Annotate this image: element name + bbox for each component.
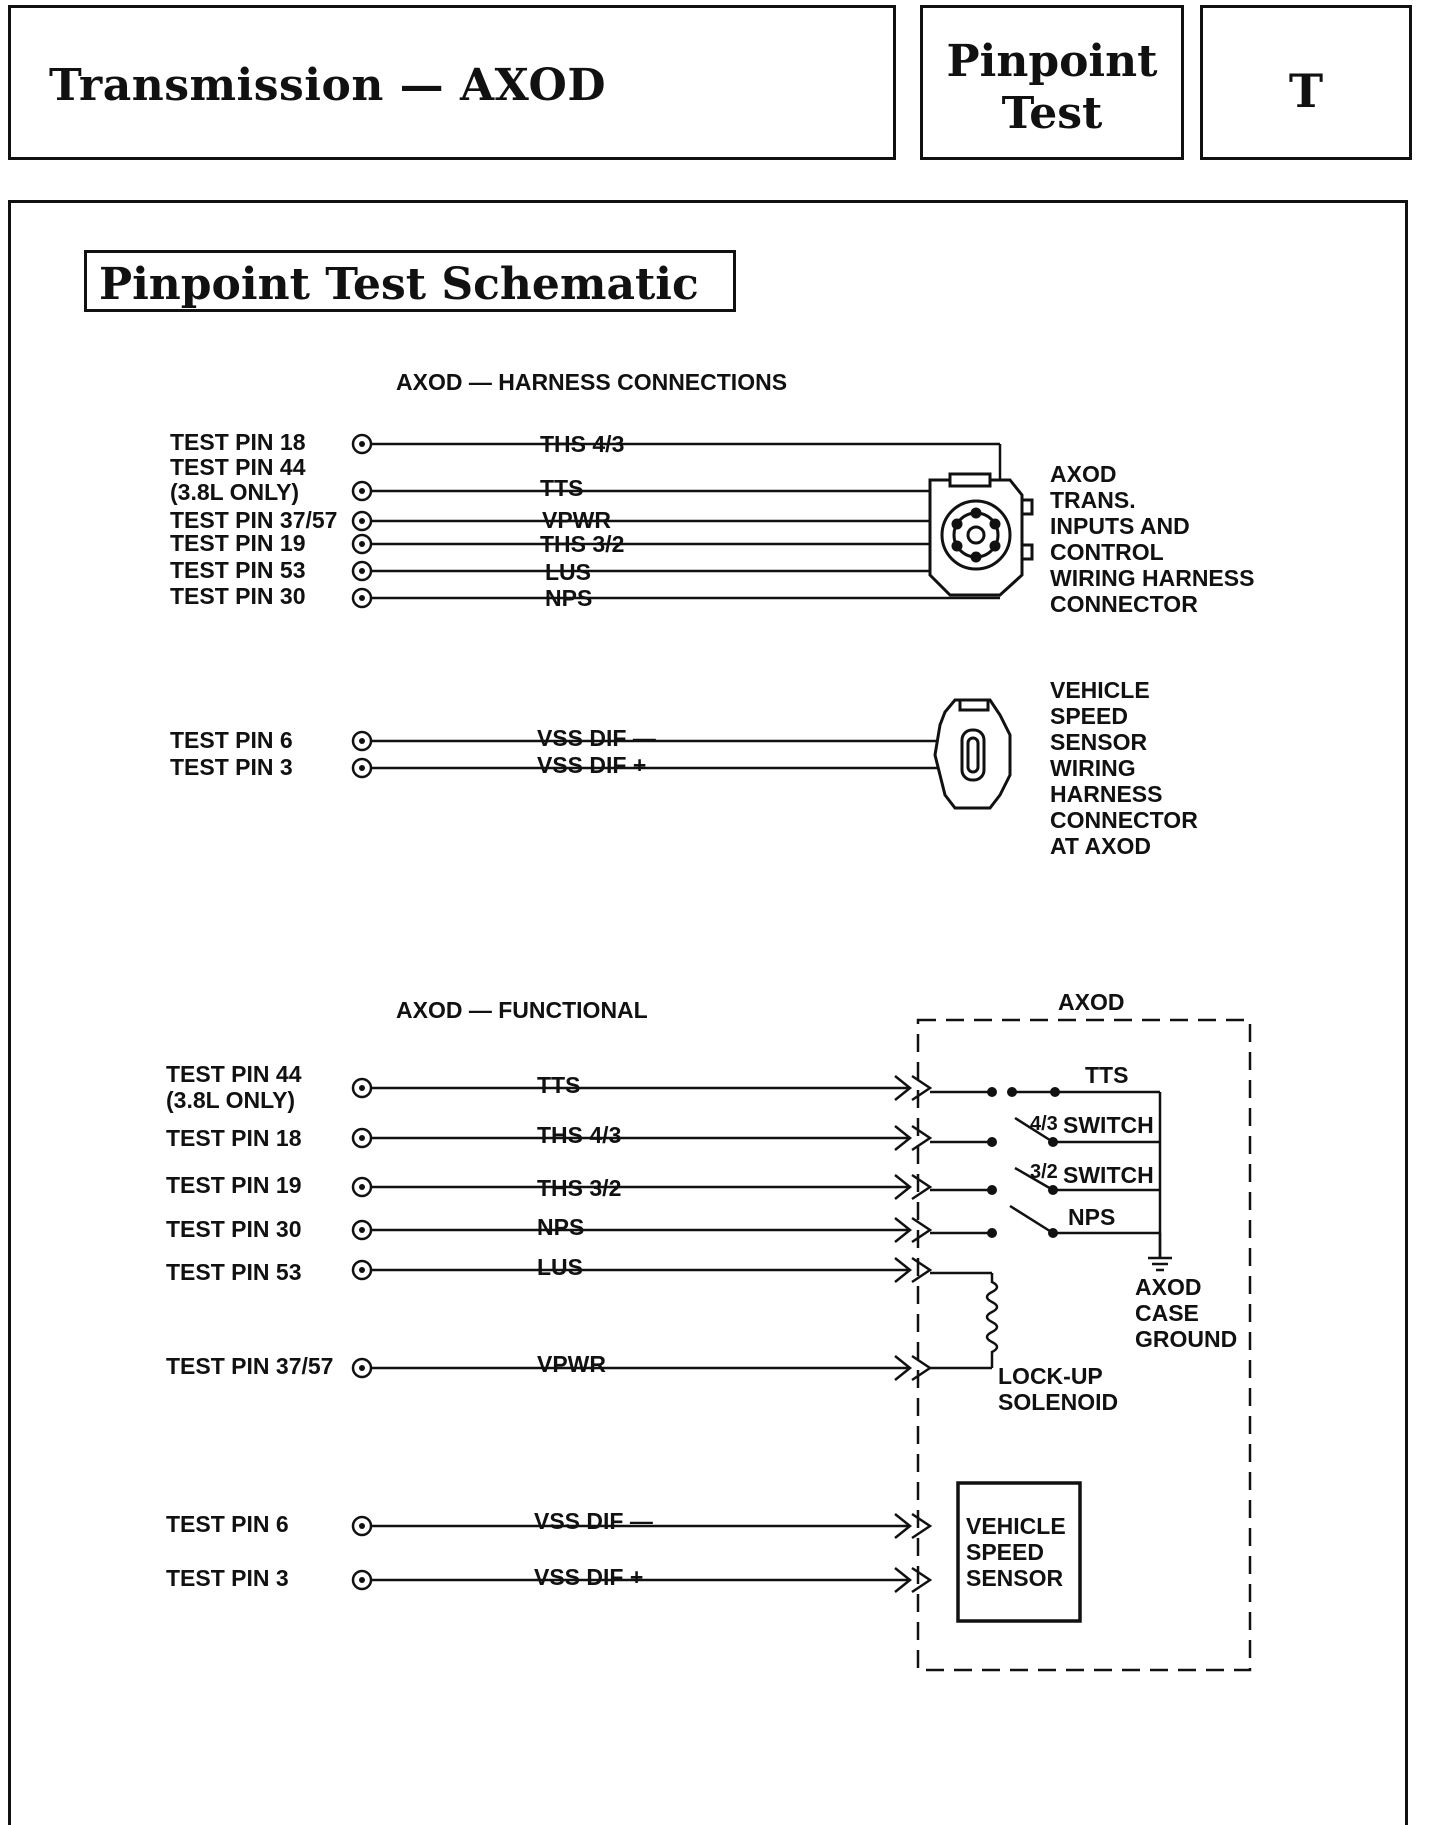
functional-pin-label: TEST PIN 18: [166, 1125, 302, 1151]
pin-terminal: [353, 1221, 371, 1239]
functional-signal-label: THS 4/3: [537, 1122, 622, 1148]
pin-terminal: [353, 589, 371, 607]
functional-vss-pin-label: TEST PIN 6: [166, 1511, 289, 1537]
pin-terminal: [353, 732, 371, 750]
sw32-number: 3/2: [1030, 1161, 1058, 1183]
ground-label-line: AXOD: [1135, 1274, 1202, 1300]
page-title: Transmission — AXOD: [49, 60, 606, 111]
sw43-label: SWITCH: [1063, 1112, 1154, 1138]
vss-box-label-line: SENSOR: [966, 1565, 1064, 1591]
vss-signal-label: VSS DIF —: [537, 725, 656, 751]
harness-signal-label: NPS: [545, 585, 593, 611]
harness-signal-label: THS 4/3: [540, 431, 625, 457]
functional-signal-label: TTS: [537, 1072, 581, 1098]
pin-terminal: [353, 1571, 371, 1589]
connector-label-line: CONNECTOR: [1050, 591, 1198, 617]
vss-connector-label-line: HARNESS: [1050, 781, 1163, 807]
functional-pin-note: (3.8L ONLY): [166, 1087, 296, 1113]
functional-signal-label: VPWR: [537, 1351, 606, 1377]
pin-terminal: [353, 1178, 371, 1196]
pin-terminal: [353, 512, 371, 530]
connector-label-line: WIRING HARNESS: [1050, 565, 1255, 591]
vss-pin-label: TEST PIN 6: [170, 727, 293, 753]
functional-signal-label: THS 3/2: [537, 1175, 622, 1201]
harness-pin-label: TEST PIN 44: [170, 454, 306, 480]
harness-signal-label: VPWR: [542, 507, 611, 533]
vss-connector-label-line: SPEED: [1050, 703, 1128, 729]
functional-heading: AXOD — FUNCTIONAL: [396, 997, 648, 1023]
harness-pin-circles: [353, 435, 371, 777]
ground-label-line: CASE: [1135, 1300, 1199, 1326]
harness-pin-label: TEST PIN 30: [170, 583, 306, 609]
harness-signal-label: TTS: [540, 475, 584, 501]
vss-signal-label: VSS DIF +: [537, 752, 647, 778]
connector-label-line: CONTROL: [1050, 539, 1164, 565]
axod-box-label: AXOD: [1058, 989, 1125, 1015]
vss-connector-label-line: AT AXOD: [1050, 833, 1151, 859]
pin-terminal: [353, 1261, 371, 1279]
vss-harness-connector-icon: [935, 700, 1010, 808]
pin-terminal: [353, 482, 371, 500]
pin-terminal: [353, 1079, 371, 1097]
harness-heading: AXOD — HARNESS CONNECTIONS: [396, 369, 788, 395]
pin-terminal: [353, 435, 371, 453]
axod-harness-connector-icon: [930, 474, 1032, 595]
functional-pin-label: TEST PIN 53: [166, 1259, 302, 1285]
sw32-label: SWITCH: [1063, 1162, 1154, 1188]
tts-switch-label: TTS: [1085, 1062, 1129, 1088]
vss-connector-label-line: SENSOR: [1050, 729, 1148, 755]
functional-pin-circles: [353, 1079, 371, 1589]
vss-box-label-line: VEHICLE: [966, 1513, 1066, 1539]
functional-pin-label: TEST PIN 44: [166, 1061, 302, 1087]
functional-pin-label: TEST PIN 30: [166, 1216, 302, 1242]
sw43-number: 4/3: [1030, 1113, 1058, 1135]
functional-vss-pin-label: TEST PIN 3: [166, 1565, 289, 1591]
harness-pin-note: (3.8L ONLY): [170, 479, 300, 505]
functional-connector-chevrons: [895, 1076, 930, 1592]
harness-pin-label: TEST PIN 37/57: [170, 507, 338, 533]
pin-terminal: [353, 1517, 371, 1535]
solenoid-label-line: LOCK-UP: [998, 1363, 1103, 1389]
functional-wires: [368, 1088, 908, 1580]
pin-terminal: [353, 1129, 371, 1147]
harness-pin-label: TEST PIN 19: [170, 530, 306, 556]
functional-signal-label: NPS: [537, 1214, 585, 1240]
pin-terminal: [353, 759, 371, 777]
functional-vss-signal-label: VSS DIF +: [534, 1564, 644, 1590]
pin-terminal: [353, 535, 371, 553]
ground-label-line: GROUND: [1135, 1326, 1238, 1352]
schematic-title: Pinpoint Test Schematic: [99, 259, 699, 310]
vss-connector-label-line: WIRING: [1050, 755, 1136, 781]
vss-box-label-line: SPEED: [966, 1539, 1044, 1565]
functional-vss-signal-label: VSS DIF —: [534, 1508, 653, 1534]
section-code: T: [1288, 64, 1324, 118]
vss-pin-label: TEST PIN 3: [170, 754, 293, 780]
section-label-line2: Test: [1001, 88, 1103, 139]
nps-switch-label: NPS: [1068, 1204, 1116, 1230]
connector-label-line: INPUTS AND: [1050, 513, 1190, 539]
functional-signal-label: LUS: [537, 1254, 583, 1280]
connector-label-line: TRANS.: [1050, 487, 1136, 513]
functional-pin-label: TEST PIN 37/57: [166, 1353, 334, 1379]
solenoid-label-line: SOLENOID: [998, 1389, 1119, 1415]
functional-pin-label: TEST PIN 19: [166, 1172, 302, 1198]
connector-label-line: AXOD: [1050, 461, 1117, 487]
vss-connector-label-line: CONNECTOR: [1050, 807, 1198, 833]
section-label-line1: Pinpoint: [946, 36, 1158, 87]
harness-wires: [368, 444, 1000, 768]
pin-terminal: [353, 562, 371, 580]
harness-signal-label: LUS: [545, 559, 591, 585]
harness-signal-label: THS 3/2: [540, 531, 625, 557]
pin-terminal: [353, 1359, 371, 1377]
harness-pin-label: TEST PIN 53: [170, 557, 306, 583]
vss-connector-label-line: VEHICLE: [1050, 677, 1150, 703]
harness-pin-label: TEST PIN 18: [170, 429, 306, 455]
